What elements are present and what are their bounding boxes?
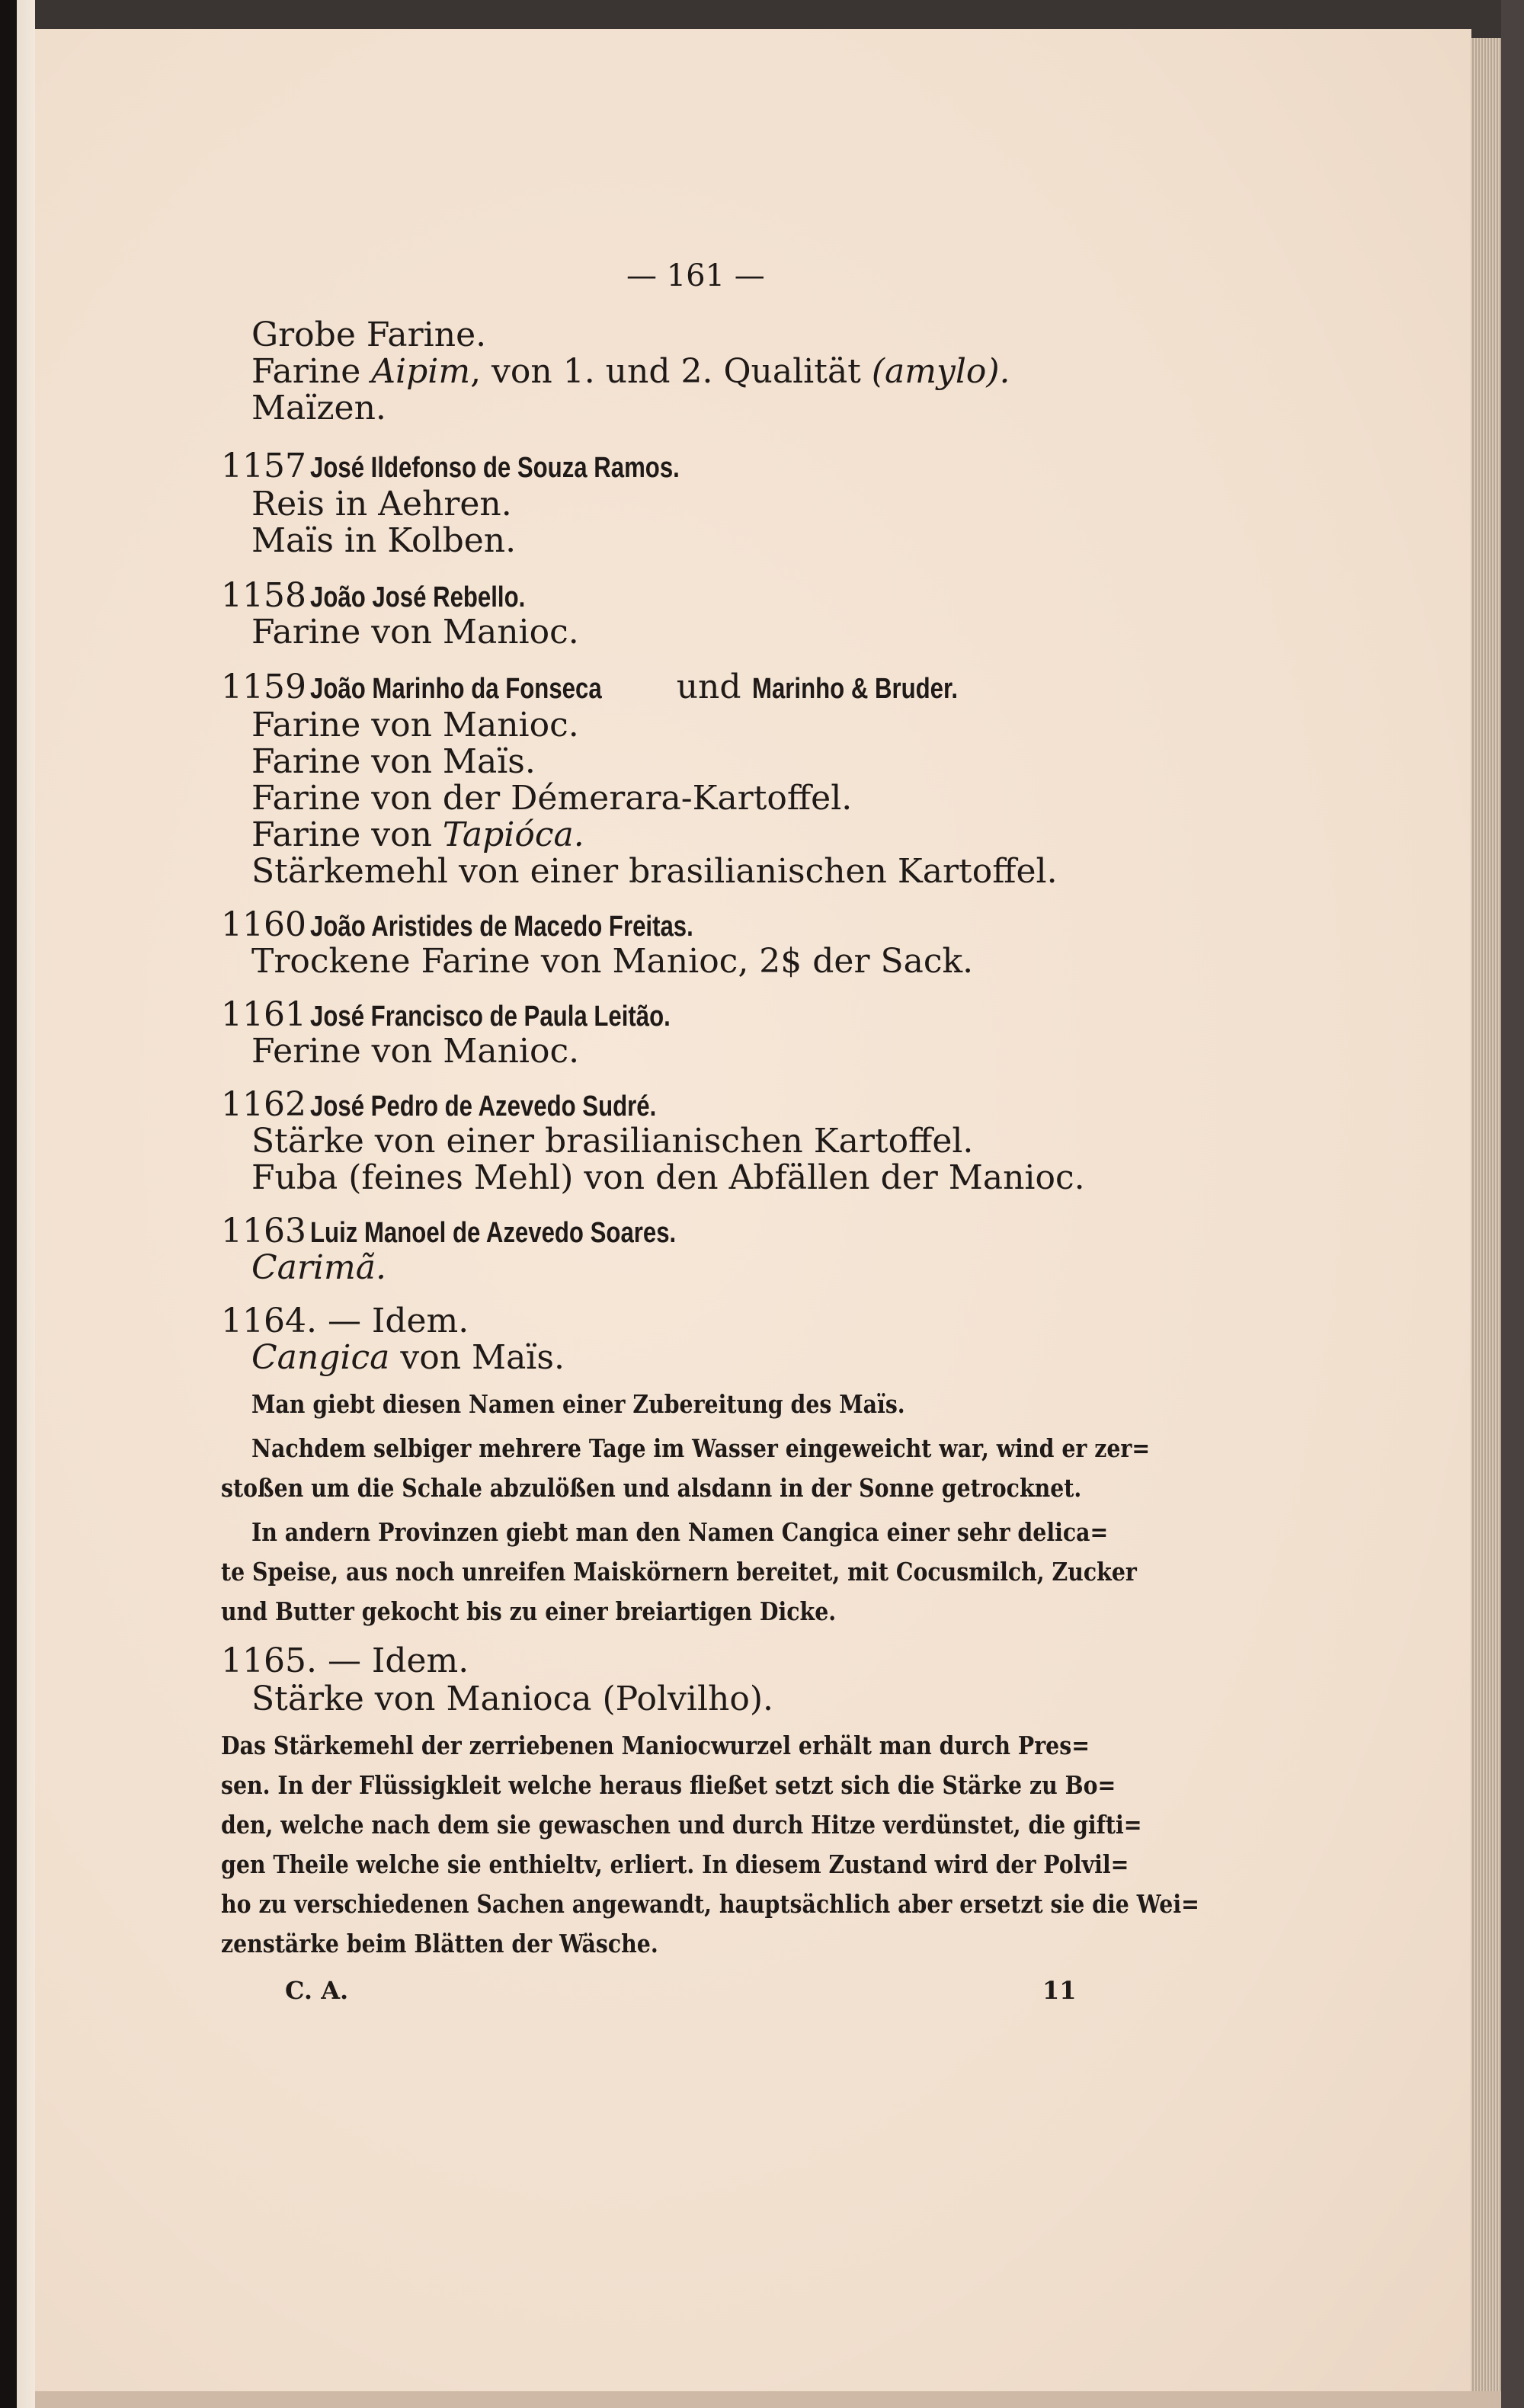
note-line: sen. In der Flüssigkleit welche heraus fließet setzt sich die Stärke zu Bo= [221, 1770, 1116, 1800]
entry-item: Farine von der Démerara-Kartoffel. [251, 779, 853, 818]
note-line: Nachdem selbiger mehrere Tage im Wasser eingeweicht war, wind er zer= [251, 1433, 1151, 1463]
entry-item: Farine von Manioc. [251, 706, 579, 744]
entry-item: Stärke von Manioca (Polvilho). [251, 1680, 774, 1718]
entry-item: Fuba (feines Mehl) von den Abfällen der Manioc. [251, 1158, 1085, 1197]
entry-item: Ferine von Manioc. [251, 1032, 580, 1071]
intro-line: Farine Aipim, von 1. und 2. Qualität (amylo). [251, 352, 1010, 391]
entry-item: Stärke von einer brasilianischen Kartoffel. [251, 1122, 974, 1161]
note-line: stoßen um die Schale abzulößen und alsdann in der Sonne getrocknet. [221, 1473, 1082, 1503]
note-line: te Speise, aus noch unreifen Maiskörnern bereitet, mit Cocusmilch, Zucker [221, 1557, 1137, 1587]
note-line: In andern Provinzen giebt man den Namen Cangica einer sehr delica= [251, 1517, 1109, 1547]
entry-item: Trockene Farine von Manioc, 2$ der Sack. [251, 942, 974, 981]
note-line: Das Stärkemehl der zerriebenen Maniocwurzel erhält man durch Pres= [221, 1731, 1090, 1760]
note-line: den, welche nach dem sie gewaschen und durch Hitze verdünstet, die gifti= [221, 1810, 1142, 1840]
note-line: Man giebt diesen Namen einer Zubereitung des Maïs. [251, 1389, 905, 1419]
intro-line: Maïzen. [251, 389, 386, 427]
entry-1165-header: 1165. — Idem. [221, 1641, 469, 1680]
entry-item: Stärkemehl von einer brasilianischen Kartoffel. [251, 852, 1058, 891]
page-number: — 161 — [626, 258, 765, 293]
entry-1159-header: 1159 João Marinho da Fonseca und Marinho & Bruder. [221, 668, 958, 706]
note-line: und Butter gekocht bis zu einer breiartigen Dicke. [221, 1596, 837, 1626]
note-line: ho zu verschiedenen Sachen angewandt, hauptsächlich aber ersetzt sie die Wei= [221, 1889, 1199, 1919]
note-line: zenstärke beim Blätten der Wäsche. [221, 1929, 658, 1958]
sheet-number: 11 [1042, 1976, 1077, 2005]
note-line: gen Theile welche sie enthieltv, erliert. In diesem Zustand wird der Polvil= [221, 1849, 1129, 1879]
entry-item: Maïs in Kolben. [251, 521, 517, 560]
entry-item: Farine von Manioc. [251, 613, 579, 652]
entry-item: Farine von Maïs. [251, 742, 536, 781]
signature-mark: C. A. [285, 1976, 349, 2005]
entry-1157-header: 1157 José Ildefonso de Souza Ramos. [221, 447, 680, 485]
entry-item: Reis in Aehren. [251, 485, 512, 524]
entry-item: Carimã. [251, 1248, 386, 1287]
entry-1162-header: 1162 José Pedro de Azevedo Sudré. [221, 1085, 657, 1124]
entry-1164-header: 1164. — Idem. [221, 1302, 469, 1340]
intro-line: Grobe Farine. [251, 315, 487, 354]
entry-item: Farine von Tapióca. [251, 815, 584, 854]
entry-1160-header: 1160 João Aristides de Macedo Freitas. [221, 905, 693, 944]
entry-1161-header: 1161 José Francisco de Paula Leitão. [221, 995, 671, 1034]
entry-1163-header: 1163 Luiz Manoel de Azevedo Soares. [221, 1212, 677, 1250]
entry-1158-header: 1158 João José Rebello. [221, 576, 526, 615]
entry-item: Cangica von Maïs. [251, 1338, 565, 1377]
